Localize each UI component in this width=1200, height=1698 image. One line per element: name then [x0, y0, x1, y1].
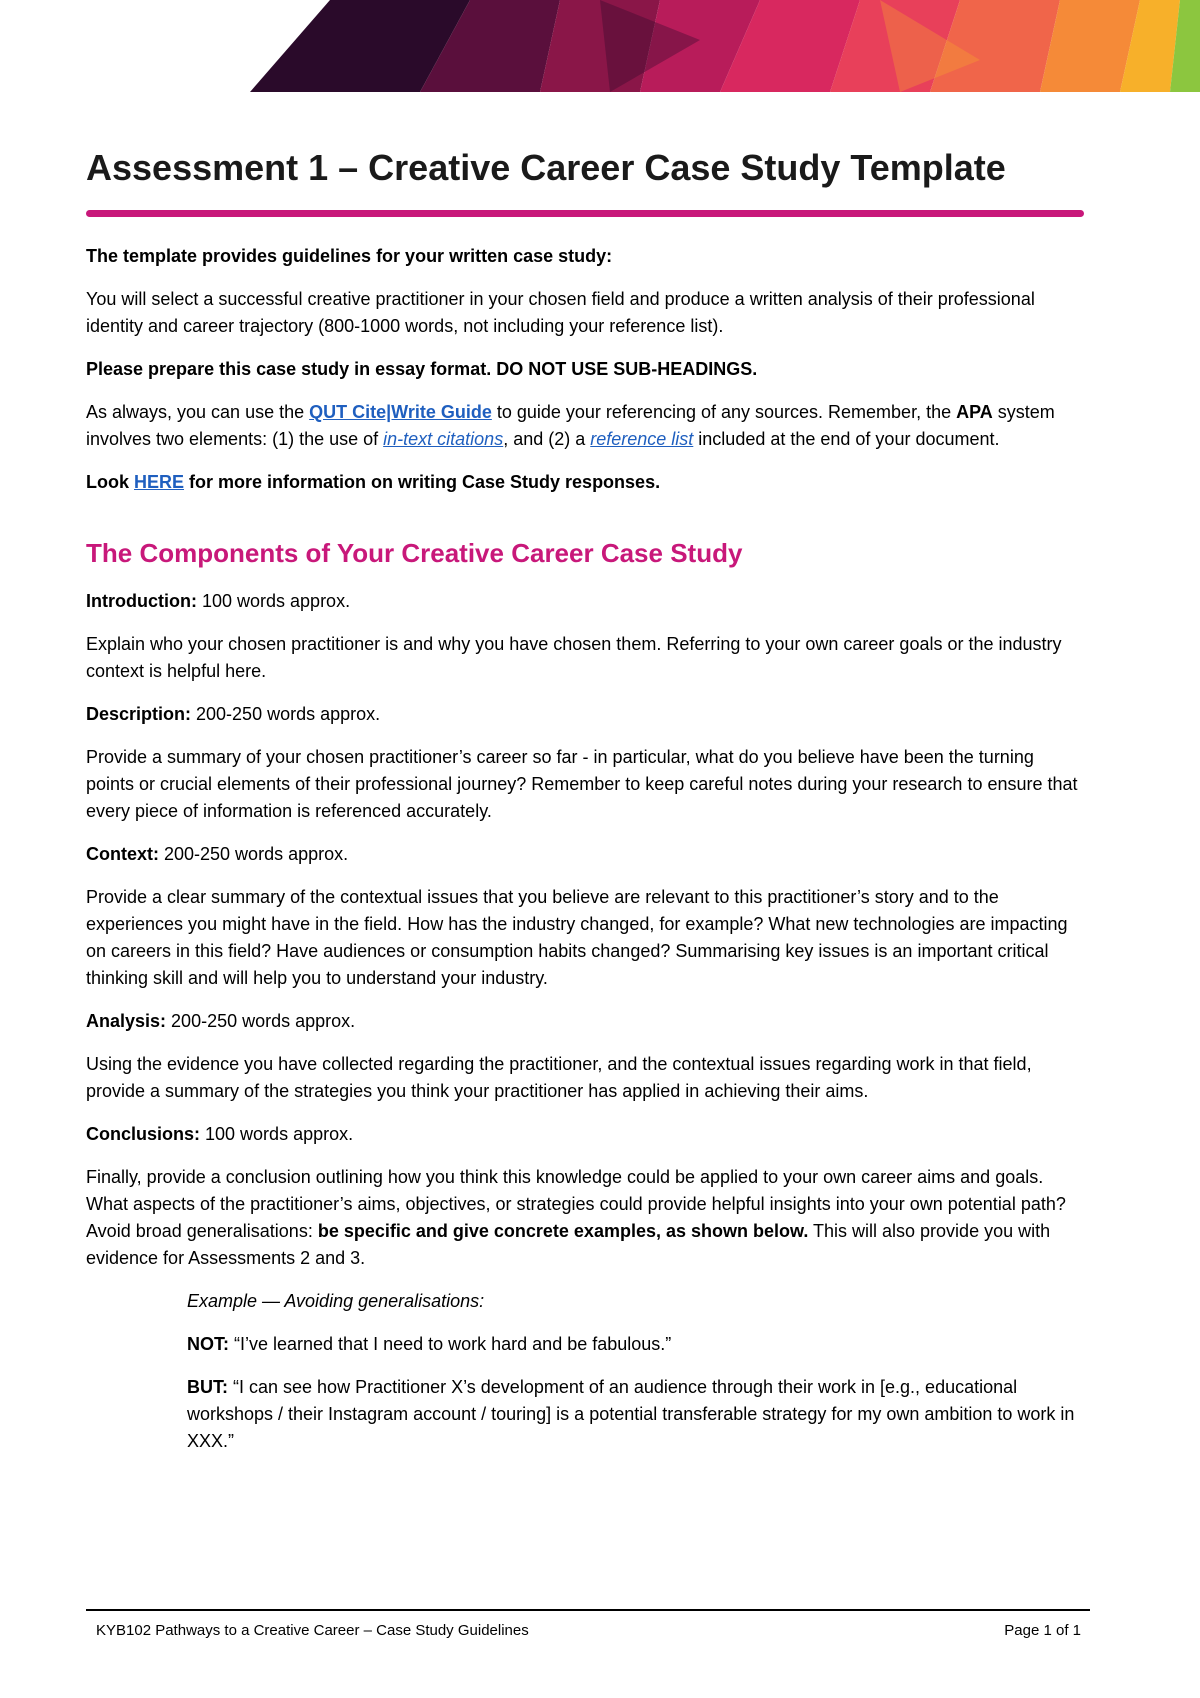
description-text: Provide a summary of your chosen practitioner’s career so far - in particular, what do you believe have been the turning points or crucial elements of their professional journey? Remember to keep careful notes during your research to ensure that every piece of information is referenced accurately.	[86, 747, 1078, 821]
example-heading: Example — Avoiding generalisations:	[187, 1291, 485, 1311]
example-not: NOT: “I’ve learned that I need to work hard and be fabulous.”	[187, 1334, 672, 1354]
page-title: Assessment 1 – Creative Career Case Study Template	[86, 147, 1006, 188]
example-block	[187, 1288, 1086, 1455]
introduction-text: Explain who your chosen practitioner is and why you have chosen them. Referring to your own career goals or the industry context is helpful here.	[86, 634, 1062, 681]
example-but: BUT: “I can see how Practitioner X’s development of an audience through their work in [e.g., educational workshops / their Instagram account / touring] is a potential transferable strategy for my own ambition to work in XXX.”	[187, 1377, 1075, 1451]
section-heading: The Components of Your Creative Career Case Study	[86, 538, 743, 568]
cite-write-guide-link[interactable]: QUT Cite|Write Guide	[309, 402, 492, 422]
context-label-line: Context: 200-250 words approx.	[86, 844, 349, 864]
footer-page-number: Page 1 of 1	[1004, 1622, 1081, 1639]
reference-list-link[interactable]: reference list	[590, 429, 694, 449]
here-link[interactable]: HERE	[134, 472, 185, 492]
analysis-label-line: Analysis: 200-250 words approx.	[86, 1011, 356, 1031]
conclusions-label-line: Conclusions: 100 words approx.	[86, 1124, 354, 1144]
description-label-line: Description: 200-250 words approx.	[86, 704, 381, 724]
header-banner	[0, 0, 1200, 92]
title-rule	[86, 210, 1084, 217]
apa-label: APA	[956, 402, 993, 422]
format-instruction: Please prepare this case study in essay format. DO NOT USE SUB-HEADINGS.	[86, 359, 758, 379]
intro-lead: The template provides guidelines for your written case study:	[86, 246, 613, 266]
introduction-label-line: Introduction: 100 words approx.	[86, 591, 351, 611]
conclusions-text: Finally, provide a conclusion outlining how you think this knowledge could be applied to your own career aims and goals. What aspects of the practitioner’s aims, objectives, or strategies could provide helpful insights into your own potential path? Avoid broad generalisations: be specific and give concrete examples, as shown below. This will also provide you with evidence for Assessments 2 and 3.	[86, 1167, 1066, 1268]
more-info-paragraph: Look HERE for more information on writing Case Study responses.	[86, 472, 661, 492]
footer-rule	[86, 1609, 1090, 1611]
footer-course-title: KYB102 Pathways to a Creative Career – Case Study Guidelines	[96, 1622, 529, 1639]
in-text-citations-link[interactable]: in-text citations	[383, 429, 504, 449]
document-body	[86, 132, 1086, 1471]
intro-paragraph: You will select a successful creative practitioner in your chosen field and produce a written analysis of their professional identity and career trajectory (800-1000 words, not including your reference list).	[86, 289, 1035, 336]
referencing-paragraph: As always, you can use the QUT Cite|Write Guide to guide your referencing of any sources. Remember, the APA system involves two elements: (1) the use of in-text citations, and (2) a reference list included at the end of your document.	[86, 402, 1055, 449]
analysis-text: Using the evidence you have collected regarding the practitioner, and the contextual issues regarding work in that field, provide a summary of the strategies you think your practitioner has applied in achieving their aims.	[86, 1054, 1032, 1101]
context-text: Provide a clear summary of the contextual issues that you believe are relevant to this practitioner’s story and to the experiences you might have in the field. How has the industry changed, for example? What new technologies are impacting on careers in this field? Have audiences or consumption habits changed? Summarising key issues is an important critical thinking skill and will help you to understand your industry.	[86, 887, 1068, 988]
